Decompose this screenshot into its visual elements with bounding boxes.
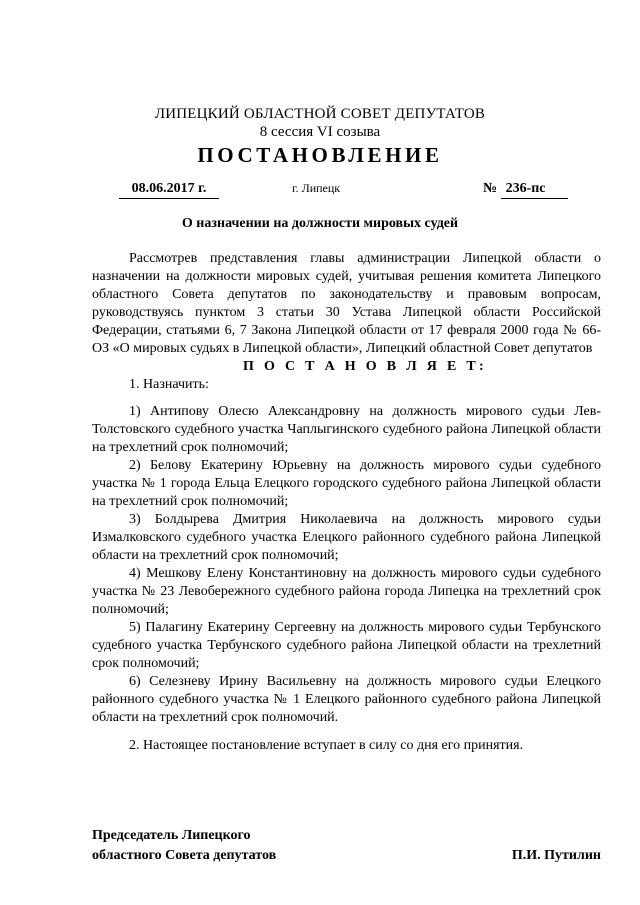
appointment-item: 1) Антипову Олесю Александровну на должность мирового судьи Лев-Толстовского судебного участка Чаплыгинского судебного района Липецкой области на трехлетний срок полномочий; <box>92 404 601 455</box>
appointment-item: 6) Селезневу Ирину Васильевну на должность мирового судьи Елецкого районного судебного участка № 1 Елецкого районного судебного района Липецкой области на трехлетний срок полномочий. <box>92 674 601 725</box>
session-line: 8 сессия VI созыва <box>259 124 381 140</box>
document-number-block <box>483 180 568 199</box>
document-body <box>92 250 601 755</box>
document-type-title: ПОСТАНОВЛЕНИЕ <box>197 143 443 167</box>
number-label: № <box>483 181 498 196</box>
document-heading: О назначении на должности мировых судей <box>181 216 459 231</box>
appointment-item: 4) Мешкову Елену Константиновну на должность мирового судьи судебного участка № 23 Левобережного судебного района города Липецка на трехлетний срок полномочий; <box>92 566 601 617</box>
appointment-item: 5) Палагину Екатерину Сергеевну на должность мирового судьи Тербунского судебного участка Тербунского судебного района Липецкой области на трехлетний срок полномочий; <box>92 620 601 671</box>
document-date: 08.06.2017 г. <box>119 180 219 199</box>
signatory-position <box>92 826 276 866</box>
signatory-position-line1: Председатель Липецкого <box>92 828 251 843</box>
council-name: ЛИПЕЦКИЙ ОБЛАСТНОЙ СОВЕТ ДЕПУТАТОВ <box>154 106 486 122</box>
point-1: 1. Назначить: <box>129 377 209 392</box>
decree-word: П О С Т А Н О В Л Я Е Т: <box>242 359 488 374</box>
document-number: 236-пс <box>501 180 568 199</box>
appointment-item: 3) Болдырева Дмитрия Николаевича на должность мирового судьи Измалковского судебного участка Елецкого районного судебного района Липецкой области на трехлетний срок полномочий; <box>92 512 601 563</box>
signatory-position-line2: областного Совета депутатов <box>92 848 277 863</box>
point-2: 2. Настоящее постановление вступает в силу со дня его принятия. <box>129 738 524 753</box>
appointment-item: 2) Белову Екатерину Юрьевну на должность мирового судьи судебного участка № 1 города Ельца Елецкого городского судебного района Липецкой области на трехлетний срок полномочий; <box>92 458 601 509</box>
document-city: г. Липецк <box>292 181 341 195</box>
signatory-name: П.И. Путилин <box>511 848 601 863</box>
preamble-paragraph: Рассмотрев представления главы администрации Липецкой области о назначении на должности мировых судей, учитывая решения комитета Липецкого областного Совета депутатов по законодательству и правовым вопросам, руководствуясь пунктом 3 статьи 30 Устава Липецкой области Российской Федерации, статьями 6, 7 Закона Липецкой области от 17 февраля 2000 года № 66-ОЗ «О мировых судьях в Липецкой области», Липецкий областной Совет депутатов <box>92 251 601 356</box>
